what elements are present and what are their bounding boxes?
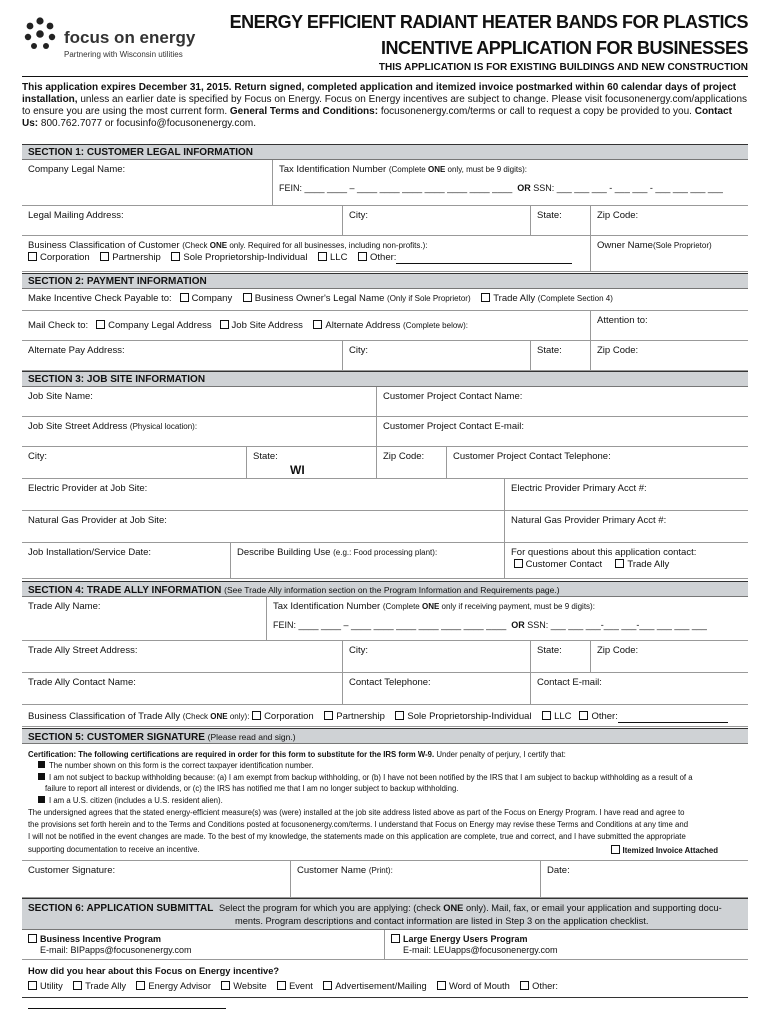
tin-note-post: only, must be 9 digits): xyxy=(445,165,527,174)
alt-zip-field[interactable] xyxy=(590,341,748,371)
terms-text: focusonenergy.com/terms or call to request a copy be provided to you. xyxy=(378,106,695,117)
alternate-pay-address-label: Alternate Pay Address: xyxy=(28,345,125,356)
business-incentive-program-option[interactable] xyxy=(22,930,384,960)
attention-to-field[interactable] xyxy=(590,311,748,341)
referral-other-label: Other: xyxy=(532,981,558,991)
llc-label: LLC xyxy=(330,252,348,263)
customer-signature-field[interactable] xyxy=(22,860,290,898)
customer-name-note: (Print): xyxy=(368,866,393,875)
customer-state-field[interactable] xyxy=(530,206,590,236)
ta-tin-note-post: only if receiving payment, must be 9 digits): xyxy=(439,602,595,611)
questions-label: For questions about this application contact: xyxy=(511,547,697,558)
ta-other-label: Other: xyxy=(591,711,618,722)
job-zip-label: Zip Code: xyxy=(383,451,425,462)
alternate-pay-address-field[interactable] xyxy=(22,341,342,371)
word-of-mouth-label: Word of Mouth xyxy=(449,981,510,991)
section-3-header xyxy=(22,371,748,387)
contact-name-field[interactable] xyxy=(376,387,748,417)
ta-contact-phone-field[interactable] xyxy=(342,673,530,705)
contact-name-label: Customer Project Contact Name: xyxy=(383,391,523,402)
job-site-street-label: Job Site Street Address xyxy=(28,421,128,432)
advertisement-label: Advertisement/Mailing xyxy=(335,981,427,991)
biz-class-note-pre: (Check xyxy=(182,241,210,250)
install-date-label: Job Installation/Service Date: xyxy=(28,547,152,558)
agreement-line-4-text: supporting documentation to receive an incentive. xyxy=(28,845,200,854)
questions-contact-field xyxy=(504,543,748,579)
job-state-field[interactable] xyxy=(246,447,376,479)
section-5-title: SECTION 5: CUSTOMER SIGNATURE xyxy=(28,732,205,743)
referral-trade-ally-label: Trade Ally xyxy=(85,981,127,991)
mail-check-to-label: Mail Check to: xyxy=(28,320,89,331)
trade-ally-ssn-input[interactable]: SSN: ___ ___ ___-___ ___-___ ___ ___ ___ xyxy=(527,620,707,630)
event-checkbox[interactable] xyxy=(277,981,286,990)
payable-owner-label: Business Owner's Legal Name xyxy=(254,293,385,304)
intro-text: unless an earlier date is specified by Focus on Energy. Focus on Energy incentives are subject to change. Please visit focusonenergy.com/applications to ensure you are using the most current form. xyxy=(22,94,748,117)
ta-corporation-label: Corporation xyxy=(264,711,314,722)
payable-company-label: Company xyxy=(191,293,233,304)
mail-company-legal-checkbox[interactable] xyxy=(96,320,105,329)
large-energy-users-option[interactable] xyxy=(384,930,748,960)
referral-source-row xyxy=(22,960,748,998)
terms-label: General Terms and Conditions: xyxy=(229,106,379,117)
ta-corporation-checkbox[interactable] xyxy=(252,711,261,720)
payable-to-row xyxy=(22,289,748,311)
legal-mailing-address-label: Legal Mailing Address: xyxy=(28,210,124,221)
ta-contact-phone-label: Contact Telephone: xyxy=(349,677,431,688)
section-6-text-one: ONE xyxy=(443,903,464,913)
contact-label: Contact Us: xyxy=(22,106,732,129)
mail-alternate-note: (Complete below): xyxy=(403,321,468,330)
energy-advisor-label: Energy Advisor xyxy=(148,981,211,991)
zip-label: Zip Code: xyxy=(597,210,639,221)
bullet-icon xyxy=(38,796,45,803)
word-of-mouth-checkbox[interactable] xyxy=(437,981,446,990)
gas-acct-label: Natural Gas Provider Primary Acct #: xyxy=(511,515,667,526)
building-use-field[interactable] xyxy=(230,543,504,579)
dots-circle-logo-icon xyxy=(22,16,58,52)
job-site-name-label: Job Site Name: xyxy=(28,391,93,402)
cert-bullet-2-cont xyxy=(45,784,761,794)
intro-paragraph xyxy=(22,82,750,130)
energy-advisor-checkbox[interactable] xyxy=(136,981,145,990)
section-6-text-post: only). Mail, fax, or email your application and supporting docu- xyxy=(463,903,722,913)
owner-name-label: Owner Name xyxy=(597,240,653,251)
biz-class-note-one: ONE xyxy=(209,241,228,250)
gas-provider-field[interactable] xyxy=(22,511,504,543)
city-label: City: xyxy=(349,210,368,221)
customer-city-field[interactable] xyxy=(342,206,530,236)
utility-label: Utility xyxy=(40,981,63,991)
mail-job-site-label: Job Site Address xyxy=(231,320,303,331)
bullet-icon xyxy=(38,761,45,768)
certification-text: Under penalty of perjury, I certify that: xyxy=(434,750,566,759)
job-site-name-field[interactable] xyxy=(22,387,376,417)
advertisement-checkbox[interactable] xyxy=(323,981,332,990)
attention-to-label: Attention to: xyxy=(597,315,648,326)
customer-signature-label: Customer Signature: xyxy=(28,865,116,876)
payable-trade-ally-label: Trade Ally xyxy=(493,293,536,304)
sole-proprietorship-checkbox[interactable] xyxy=(171,252,180,261)
referral-question: How did you hear about this Focus on Energy incentive? xyxy=(28,966,280,976)
company-legal-name-label: Company Legal Name: xyxy=(28,164,126,175)
certification-intro xyxy=(28,750,744,760)
customer-zip-field[interactable] xyxy=(590,206,748,236)
alt-state-label: State: xyxy=(537,345,562,356)
partnership-label: Partnership xyxy=(112,252,161,263)
agreement-line-1: The undersigned agrees that the stated energy-efficient measure(s) was (were) installed at the job site address listed above as part of the Focus on Energy Program. I have read and agree to xyxy=(28,808,685,817)
referral-other-input[interactable] xyxy=(28,998,226,1009)
section-5-note: (Please read and sign.) xyxy=(207,732,296,742)
mail-alternate-label: Alternate Address xyxy=(325,320,401,331)
itemized-invoice-checkbox[interactable] xyxy=(611,845,620,854)
section-6-header xyxy=(22,898,748,930)
alt-city-label: City: xyxy=(349,345,368,356)
payable-to-label: Make Incentive Check Payable to: xyxy=(28,293,172,304)
payable-owner-checkbox[interactable] xyxy=(243,293,252,302)
trade-ally-street-label: Trade Ally Street Address: xyxy=(28,645,138,656)
customer-fein-input[interactable]: FEIN: ____ ____ – ____ ____ ____ ____ ____ ____ ____ xyxy=(279,183,513,193)
payable-owner-note: (Only if Sole Proprietor) xyxy=(387,294,471,303)
section-1-header xyxy=(22,144,748,160)
ta-biz-note-one: ONE xyxy=(210,712,228,721)
date-label: Date: xyxy=(547,865,570,876)
job-city-label: City: xyxy=(28,451,47,462)
ta-contact-email-label: Contact E-mail: xyxy=(537,677,602,688)
job-site-street-note: (Physical location): xyxy=(129,422,198,431)
owner-name-field[interactable] xyxy=(590,236,748,272)
alt-city-field[interactable] xyxy=(342,341,530,371)
customer-contact-checkbox[interactable] xyxy=(514,559,523,568)
section-1-title: SECTION 1: CUSTOMER LEGAL INFORMATION xyxy=(28,147,254,158)
brand-tagline: Partnering with Wisconsin utilities xyxy=(64,50,183,59)
contact-email-label: Customer Project Contact E-mail: xyxy=(383,421,524,432)
ta-biz-class-label: Business Classification of Trade Ally xyxy=(28,711,181,722)
gas-provider-label: Natural Gas Provider at Job Site: xyxy=(28,515,167,526)
electric-acct-field[interactable] xyxy=(504,479,748,511)
large-energy-users-label: Large Energy Users Program xyxy=(403,934,528,944)
tin-note-one: ONE xyxy=(427,165,446,174)
ta-partnership-checkbox[interactable] xyxy=(324,711,333,720)
trade-ally-tin-field[interactable] xyxy=(266,597,748,641)
sole-proprietorship-label: Sole Proprietorship-Individual xyxy=(183,252,308,263)
trade-ally-name-field[interactable] xyxy=(22,597,266,641)
job-state-value: WI xyxy=(290,463,305,477)
cert-bullet-3-text: I am a U.S. citizen (includes a U.S. resident alien). xyxy=(49,796,223,805)
biz-class-note-post: only. Required for all businesses, including non-profits.): xyxy=(227,241,428,250)
business-incentive-checkbox[interactable] xyxy=(28,934,37,943)
website-label: Website xyxy=(233,981,267,991)
contact-telephone-field[interactable] xyxy=(446,447,748,479)
ta-tin-note-pre: (Complete xyxy=(382,602,422,611)
cert-bullet-1 xyxy=(28,761,744,771)
corporation-checkbox[interactable] xyxy=(28,252,37,261)
legal-mailing-address-field[interactable] xyxy=(22,206,342,236)
questions-trade-ally-label: Trade Ally xyxy=(627,559,670,570)
ta-contact-email-field[interactable] xyxy=(530,673,748,705)
section-2-header xyxy=(22,273,748,289)
header-divider xyxy=(22,76,748,77)
cert-bullet-3 xyxy=(28,796,744,806)
building-use-note: (e.g.: Food processing plant): xyxy=(333,548,438,557)
section-3-title: SECTION 3: JOB SITE INFORMATION xyxy=(28,374,206,385)
form-title-line2: INCENTIVE APPLICATION FOR BUSINESSES xyxy=(380,38,748,58)
mail-check-to-row xyxy=(22,311,590,341)
cert-bullet-2 xyxy=(28,773,744,783)
ta-state-label: State: xyxy=(537,645,562,656)
agreement-line-3: I will not be notified in the event changes are made. To the best of my knowledge, the statements made on this application are complete, true and correct, and I have submitted the appropriate xyxy=(28,832,686,841)
ta-sole-checkbox[interactable] xyxy=(395,711,404,720)
large-energy-users-email: E-mail: LEUapps@focusonenergy.com xyxy=(403,945,558,955)
ta-tin-label: Tax Identification Number xyxy=(273,601,381,612)
mail-job-site-checkbox[interactable] xyxy=(220,320,229,329)
or-label: OR xyxy=(517,183,531,193)
other-input[interactable] xyxy=(396,253,572,264)
page-header xyxy=(0,0,770,80)
trade-ally-name-label: Trade Ally Name: xyxy=(28,601,101,612)
form-title-line1: ENERGY EFFICIENT RADIANT HEATER BANDS FOR PLASTICS xyxy=(229,12,748,32)
state-label: State: xyxy=(537,210,562,221)
ta-city-field[interactable] xyxy=(342,641,530,673)
utility-checkbox[interactable] xyxy=(28,981,37,990)
tin-label: Tax Identification Number xyxy=(279,164,387,175)
ta-state-field[interactable] xyxy=(530,641,590,673)
section-6-text-line2: ments. Program descriptions and contact information are listed in Step 3 on the application checklist. xyxy=(235,916,649,926)
large-energy-users-checkbox[interactable] xyxy=(391,934,400,943)
ta-sole-label: Sole Proprietorship-Individual xyxy=(407,711,532,722)
alt-zip-label: Zip Code: xyxy=(597,345,639,356)
website-checkbox[interactable] xyxy=(221,981,230,990)
customer-contact-label: Customer Contact xyxy=(525,559,603,570)
contact-telephone-label: Customer Project Contact Telephone: xyxy=(453,451,611,462)
event-label: Event xyxy=(289,981,313,991)
customer-name-label: Customer Name xyxy=(297,865,367,876)
ta-partnership-label: Partnership xyxy=(336,711,385,722)
payable-company-checkbox[interactable] xyxy=(180,293,189,302)
business-incentive-email: E-mail: BIPapps@focusonenergy.com xyxy=(40,945,192,955)
electric-acct-label: Electric Provider Primary Acct #: xyxy=(511,483,647,494)
other-checkbox[interactable] xyxy=(358,252,367,261)
agreement-line-2: the provisions set forth herein and to the Terms and Conditions posted at focusonenergy.com/terms. I understand that Focus on Energy may revise these Terms and Conditions at any time and xyxy=(28,820,689,829)
job-city-field[interactable] xyxy=(22,447,246,479)
ta-llc-checkbox[interactable] xyxy=(542,711,551,720)
trade-ally-street-field[interactable] xyxy=(22,641,342,673)
ta-other-checkbox[interactable] xyxy=(579,711,588,720)
brand-name: focus on energy xyxy=(64,28,196,47)
focus-on-energy-logo xyxy=(22,16,222,66)
customer-name-print-field[interactable] xyxy=(290,860,540,898)
questions-trade-ally-checkbox[interactable] xyxy=(615,559,624,568)
job-site-street-field[interactable] xyxy=(22,417,376,447)
section-4-title: SECTION 4: TRADE ALLY INFORMATION xyxy=(28,585,222,596)
ta-zip-label: Zip Code: xyxy=(597,645,639,656)
ta-llc-label: LLC xyxy=(554,711,572,722)
mail-company-legal-label: Company Legal Address xyxy=(108,320,212,331)
llc-checkbox[interactable] xyxy=(318,252,327,261)
ta-biz-note-post: only): xyxy=(227,712,250,721)
contact-text: 800.762.7077 or focusinfo@focusonenergy.com. xyxy=(38,118,257,129)
form-subtitle: THIS APPLICATION IS FOR EXISTING BUILDINGS AND NEW CONSTRUCTION xyxy=(378,62,748,73)
customer-tin-field[interactable] xyxy=(272,160,748,206)
biz-class-label: Business Classification of Customer xyxy=(28,240,180,251)
building-use-label: Describe Building Use xyxy=(237,547,331,558)
ta-zip-field[interactable] xyxy=(590,641,748,673)
bullet-icon xyxy=(38,773,45,780)
ta-contact-name-label: Trade Ally Contact Name: xyxy=(28,677,136,688)
gas-acct-field[interactable] xyxy=(504,511,748,543)
corporation-label: Corporation xyxy=(40,252,90,263)
payable-trade-ally-checkbox[interactable] xyxy=(481,293,490,302)
trade-ally-fein-input[interactable]: FEIN: ____ ____ – ____ ____ ____ ____ ____ ____ ____ xyxy=(273,620,507,630)
section-4-header xyxy=(22,581,748,597)
ta-or-label: OR xyxy=(511,620,525,630)
alt-state-field[interactable] xyxy=(530,341,590,371)
ta-other-input[interactable] xyxy=(618,712,728,723)
customer-business-classification xyxy=(22,236,590,272)
referral-trade-ally-checkbox[interactable] xyxy=(73,981,82,990)
referral-other-checkbox[interactable] xyxy=(520,981,529,990)
ta-city-label: City: xyxy=(349,645,368,656)
payable-trade-ally-note: (Complete Section 4) xyxy=(537,294,613,303)
section-4-note: (See Trade Ally information section on the Program Information and Requirements page.) xyxy=(224,585,560,595)
other-label: Other: xyxy=(370,252,397,263)
agreement-line-4 xyxy=(28,845,744,855)
electric-provider-field[interactable] xyxy=(22,479,504,511)
install-date-field[interactable] xyxy=(22,543,230,579)
certification-bold: Certification: The following certifications are required in order for this form to substitute for the IRS form W-9. xyxy=(28,750,435,759)
section-5-header xyxy=(22,728,748,744)
section-6-title: SECTION 6: APPLICATION SUBMITTAL xyxy=(28,903,214,914)
intro-expiry-text: This application expires December 31, 2015. Return signed, completed application and itemized invoice postmarked within 60 calendar days of project installation, xyxy=(22,82,737,105)
ta-tin-note-one: ONE xyxy=(421,602,440,611)
company-legal-name-field[interactable] xyxy=(22,160,272,206)
itemized-invoice-label: Itemized Invoice Attached xyxy=(622,846,718,855)
section-6-text-pre: Select the program for which you are applying: (check xyxy=(218,903,444,913)
owner-name-note: (Sole Proprietor) xyxy=(652,241,712,250)
mail-alternate-checkbox[interactable] xyxy=(313,320,322,329)
ta-biz-note-pre: (Check xyxy=(182,712,211,721)
ta-contact-name-field[interactable] xyxy=(22,673,342,705)
job-zip-field[interactable] xyxy=(376,447,446,479)
cert-bullet-1-text: The number shown on this form is the correct taxpayer identification number. xyxy=(49,761,314,770)
business-incentive-label: Business Incentive Program xyxy=(40,934,162,944)
partnership-checkbox[interactable] xyxy=(100,252,109,261)
contact-email-field[interactable] xyxy=(376,417,748,447)
electric-provider-label: Electric Provider at Job Site: xyxy=(28,483,148,494)
cert-bullet-2a-text: I am not subject to backup withholding because: (a) I am exempt from backup withholding, or (b) I have not been notified by the IRS that I am subject to backup withholding as a result of a xyxy=(49,773,693,782)
cert-bullet-2b-text: failure to report all interest or dividends, or (c) the IRS has notified me that I am no longer subject to backup withholding. xyxy=(45,784,459,793)
customer-ssn-input[interactable]: SSN: ___ ___ ___ - ___ ___ - ___ ___ ___ ___ xyxy=(533,183,723,193)
tin-note-pre: (Complete xyxy=(388,165,428,174)
ta-business-classification xyxy=(22,705,748,727)
job-state-label: State: xyxy=(253,451,278,462)
date-field[interactable] xyxy=(540,860,748,898)
section-2-title: SECTION 2: PAYMENT INFORMATION xyxy=(28,276,207,287)
